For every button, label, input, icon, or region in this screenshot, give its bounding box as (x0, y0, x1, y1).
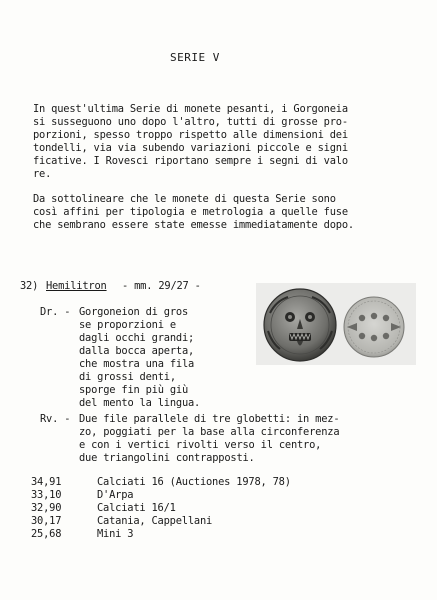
specimen-weight: 25,68 (31, 528, 62, 540)
reverse-line: Due file parallele di tre globetti: in mez- (79, 413, 340, 425)
obverse-line: dalla bocca aperta, (79, 345, 195, 357)
intro-line: In quest'ultima Serie di monete pesanti, i Gorgoneia (33, 103, 348, 115)
obverse-line: che mostra una fila (79, 358, 195, 370)
intro-line: tondelli, via via subendo variazioni piccole e signi (33, 142, 348, 154)
obverse-line: Gorgoneion di gros (79, 306, 189, 318)
item-number: 32) (20, 280, 39, 292)
specimen-weight: 30,17 (31, 515, 62, 527)
specimen-source: D'Arpa (97, 489, 134, 501)
obverse-line: sporge fin più giù (79, 384, 189, 396)
page-title: SERIE V (170, 51, 220, 64)
specimen-weight: 34,91 (31, 476, 62, 488)
para2-line: così affini per tipologia e metrologia a quelle fuse (33, 206, 348, 218)
para2-line: Da sottolineare che le monete di questa Serie sono (33, 193, 336, 205)
obverse-line: dagli occhi grandi; (79, 332, 195, 344)
coin-photos-svg (256, 283, 416, 365)
reverse-coin (344, 297, 404, 357)
specimen-source: Mini 3 (97, 528, 134, 540)
intro-line: porzioni, spesso troppo rispetto alle dimensioni dei (33, 129, 348, 141)
obverse-line: del mento la lingua. (79, 397, 201, 409)
reverse-line: zo, poggiati per la base alla circonferenza (79, 426, 340, 438)
item-name: Hemilitron (46, 280, 107, 292)
obverse-label: Dr. - (40, 306, 71, 318)
obverse-coin (264, 289, 336, 361)
item-size: - mm. 29/27 - (122, 280, 201, 292)
obverse-line: di grossi denti, (79, 371, 176, 383)
specimen-weight: 33,10 (31, 489, 62, 501)
specimen-source: Calciati 16 (Auctiones 1978, 78) (97, 476, 291, 488)
obverse-line: se proporzioni e (79, 319, 176, 331)
coin-photos (256, 283, 416, 365)
reverse-line: due triangolini contrapposti. (79, 452, 255, 464)
reverse-label: Rv. - (40, 413, 71, 425)
reverse-line: e con i vertici rivolti verso il centro, (79, 439, 322, 451)
para2-line: che sembrano essere state emesse immediatamente dopo. (33, 219, 354, 231)
intro-line: re. (33, 168, 52, 180)
intro-line: ficative. I Rovesci riportano sempre i segni di valo (33, 155, 348, 167)
specimen-source: Calciati 16/1 (97, 502, 176, 514)
specimen-source: Catania, Cappellani (97, 515, 213, 527)
specimen-weight: 32,90 (31, 502, 62, 514)
intro-line: si susseguono uno dopo l'altro, tutti di grosse pro- (33, 116, 348, 128)
